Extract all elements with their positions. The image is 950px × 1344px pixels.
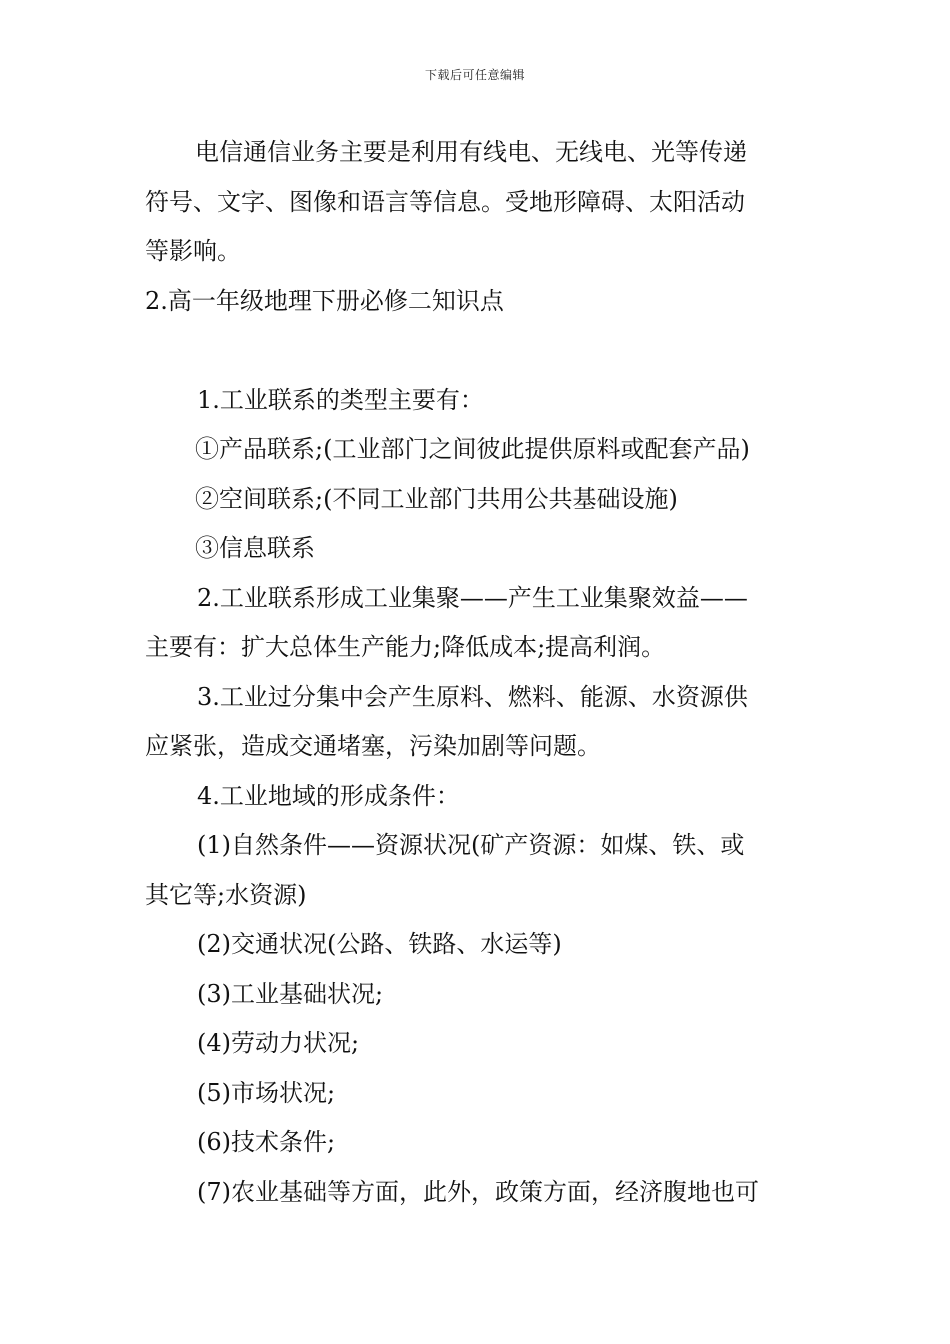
paragraph-line: 符号、文字、图像和语言等信息。受地形障碍、太阳活动 <box>145 187 745 216</box>
list-item: (3)工业基础状况; <box>197 979 384 1008</box>
list-item: (5)市场状况; <box>197 1078 336 1107</box>
section-heading: 2.高一年级地理下册必修二知识点 <box>145 286 504 315</box>
list-item: (4)劳动力状况; <box>197 1029 360 1057</box>
paragraph-line: 电信通信业务主要是利用有线电、无线电、光等传递 <box>195 138 747 166</box>
paragraph-line: 应紧张，造成交通堵塞，污染加剧等问题。 <box>145 732 601 760</box>
list-item: ①产品联系;(工业部门之间彼此提供原料或配套产品) <box>195 435 750 463</box>
list-item: ②空间联系;(不同工业部门共用公共基础设施) <box>195 484 678 513</box>
list-item: ③信息联系 <box>195 534 315 562</box>
paragraph-line: 其它等;水资源) <box>145 880 307 909</box>
list-item: (6)技术条件; <box>197 1128 336 1156</box>
document-body <box>145 128 807 1217</box>
paragraph-line: 1.工业联系的类型主要有： <box>197 385 484 414</box>
paragraph-line: 等影响。 <box>145 237 241 265</box>
paragraph-line: 主要有：扩大总体生产能力;降低成本;提高利润。 <box>145 633 666 661</box>
list-item: (2)交通状况(公路、铁路、水运等) <box>197 930 562 958</box>
list-item: (7)农业基础等方面，此外，政策方面，经济腹地也可 <box>197 1177 759 1206</box>
blank-line <box>145 326 807 376</box>
paragraph-line: 3.工业过分集中会产生原料、燃料、能源、水资源供 <box>197 682 748 711</box>
page-header: 下载后可任意编辑 <box>424 68 525 82</box>
paragraph-line: 4.工业地域的形成条件： <box>197 781 460 810</box>
list-item: (1)自然条件——资源状况(矿产资源：如煤、铁、或 <box>197 831 745 859</box>
paragraph-line: 2.工业联系形成工业集聚——产生工业集聚效益—— <box>197 583 748 612</box>
